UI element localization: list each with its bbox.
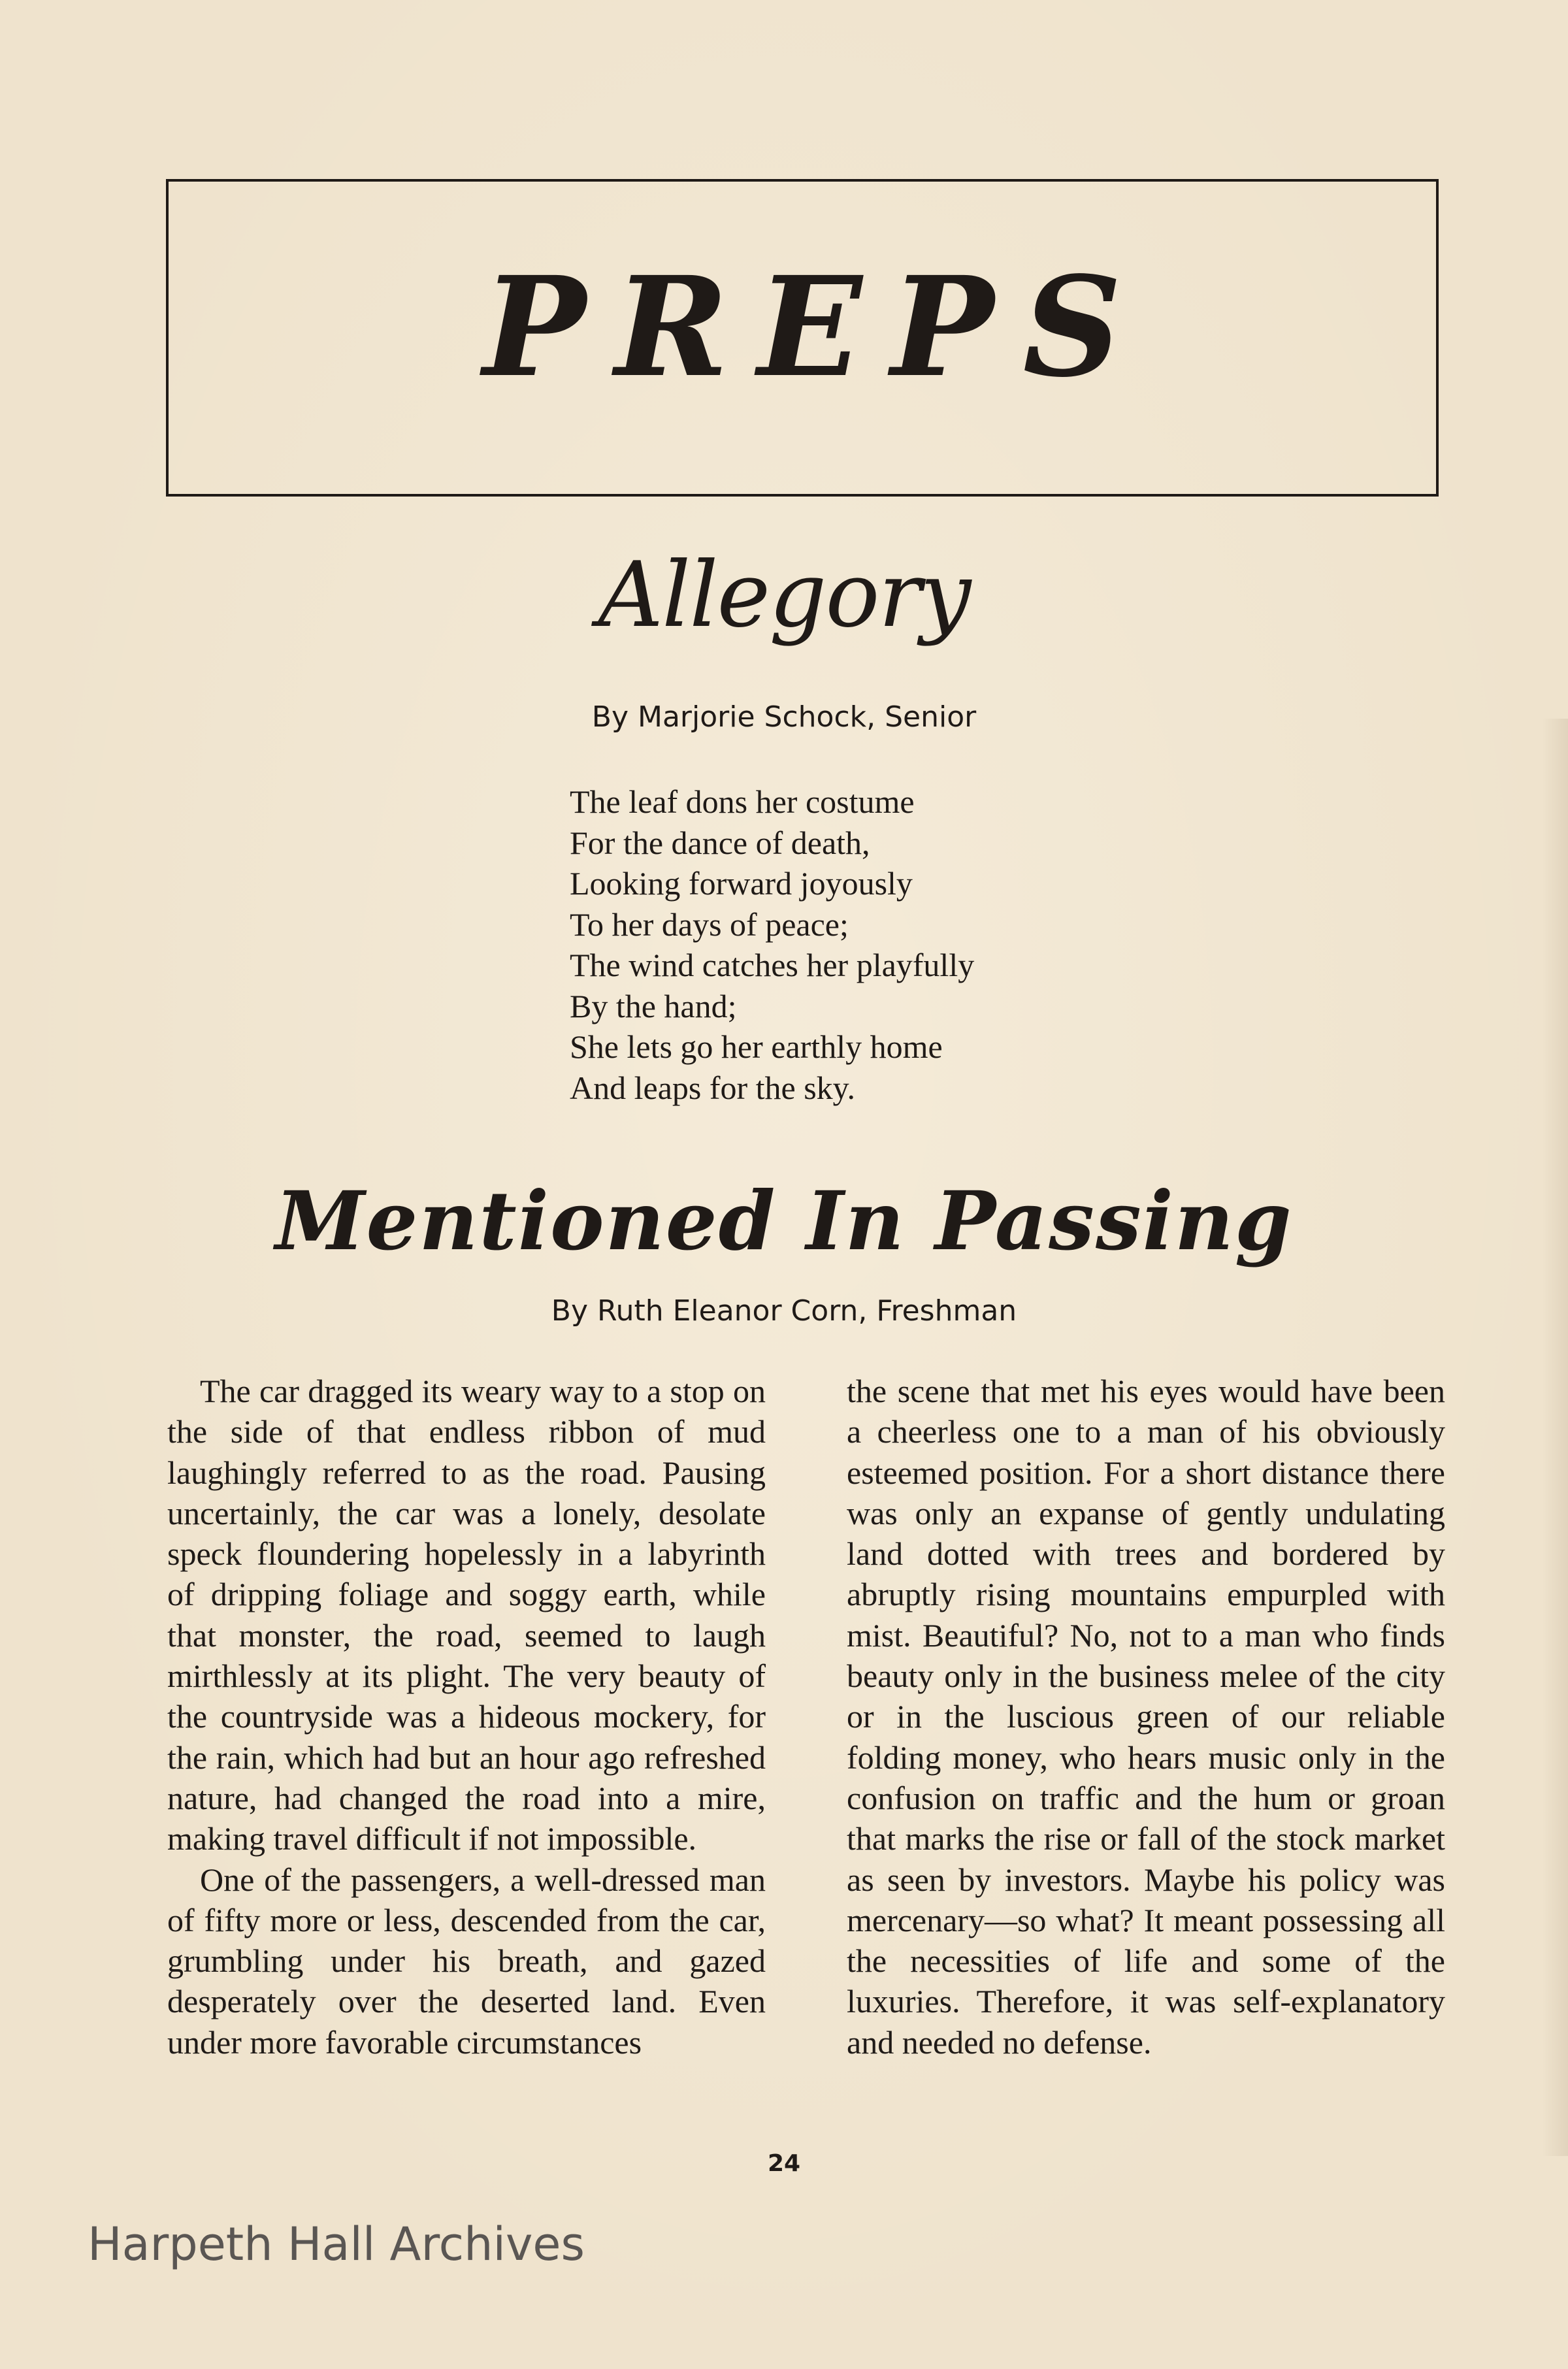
page-number: 24: [767, 2150, 801, 2177]
poem-title: Allegory: [598, 542, 970, 647]
story-column-left: [167, 1371, 766, 2063]
poem-line: The leaf dons her costume: [570, 783, 915, 820]
page-edge-shadow: [1542, 719, 1568, 2156]
story-paragraph: the scene that met his eyes would have been a cheerless one to a man of his obviously esteemed position. For a short distance there was only an expanse of gently undulating land dotted with trees and bordered by abruptly rising mountains empurpled with mist. Beautiful? No, not to a man who finds beauty only in the business melee of the city or in the luscious green of our reliable folding money, who hears music only in the confusion on traffic and the hum or groan that marks the rise or fall of the stock market as seen by investors. Maybe his policy was mercenary—so what? It meant possessing all the necessities of life and some of the luxuries. Therefore, it was self-explanatory and needed no defense.: [847, 1373, 1445, 2061]
story-paragraph: The car dragged its weary way to a stop on the side of that endless ribbon of mud laughingly referred to as the road. Pausing uncertainly, the car was a lonely, desolate speck floundering hopelessly in a labyrinth of dripping foliage and soggy earth, while that monster, the road, seemed to laugh mirthlessly at its plight. The very beauty of the countryside was a hideous mockery, for the rain, which had but an hour ago refreshed nature, had changed the road into a mire, making travel difficult if not impossible.: [167, 1373, 766, 1857]
section-title: PREPS: [482, 246, 1151, 408]
poem-line: Looking forward joyously: [570, 865, 913, 902]
poem-line: She lets go her earthly home: [570, 1028, 943, 1065]
poem-line: And leaps for the sky.: [570, 1069, 855, 1106]
poem-line: By the hand;: [570, 987, 737, 1024]
story-byline: By Ruth Eleanor Corn, Freshman: [551, 1294, 1017, 1328]
section-title-box: [166, 179, 1439, 497]
story-paragraph: One of the passengers, a well-dressed man of fifty more or less, descended from the car, grumbling under his breath, and gazed desperately over the deserted land. Even under more favorable circumstances: [167, 1861, 766, 2061]
poem-byline: By Marjorie Schock, Senior: [591, 700, 977, 734]
poem-line: To her days of peace;: [570, 906, 849, 943]
poem-line: For the dance of death,: [570, 824, 870, 861]
poem-stanza: [570, 781, 974, 1108]
archive-watermark: Harpeth Hall Archives: [88, 2217, 585, 2271]
poem-line: The wind catches her playfully: [570, 947, 975, 983]
story-title: Mentioned In Passing: [275, 1174, 1293, 1269]
story-column-right: [847, 1371, 1445, 2063]
